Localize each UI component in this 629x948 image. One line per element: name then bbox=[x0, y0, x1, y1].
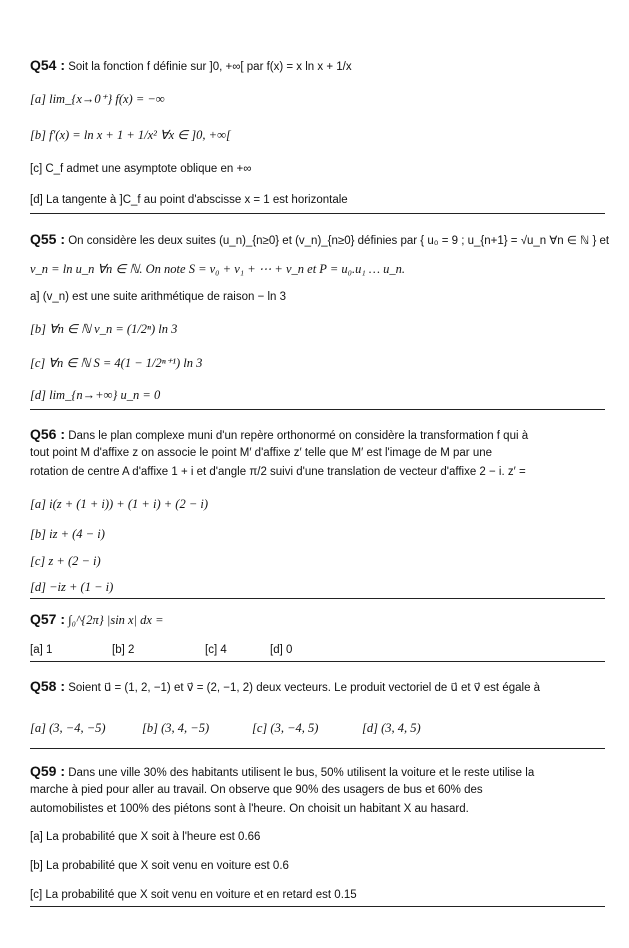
divider bbox=[30, 213, 605, 214]
option-b: [b] f′(x) = ln x + 1 + 1/x² ∀x ∈ ]0, +∞[ bbox=[30, 128, 231, 142]
question-stem: ∫₀^{2π} |sin x| dx = bbox=[68, 613, 164, 627]
option-c: [c] La probabilité que X soit venu en voiture et en retard est 0.15 bbox=[30, 889, 357, 901]
question-stem-line-2: v_n = ln u_n ∀n ∈ ℕ. On note S = v₀ + v₁ + ⋯ + v_n et P = u₀.u₁ … u_n. bbox=[30, 262, 405, 276]
option-b: [b] iz + (4 − i) bbox=[30, 527, 105, 541]
question-stem-line-3: automobilistes et 100% des piétons sont à l'heure. On choisit un habitant X au hasard. bbox=[30, 803, 469, 815]
question-number: Q54 : bbox=[30, 57, 66, 73]
divider bbox=[30, 748, 605, 749]
option-a: [a] 1 bbox=[30, 644, 53, 656]
question-number: Q59 : bbox=[30, 763, 66, 779]
question-number: Q56 : bbox=[30, 426, 66, 442]
option-c: [c] z + (2 − i) bbox=[30, 554, 101, 568]
option-c: [c] 4 bbox=[205, 644, 227, 656]
question-stem: Dans une ville 30% des habitants utilisent le bus, 50% utilisent la voiture et le reste utilise la bbox=[68, 767, 535, 779]
option-a: [a] i(z + (1 + i)) + (1 + i) + (2 − i) bbox=[30, 497, 209, 511]
question-number: Q55 : bbox=[30, 231, 66, 247]
option-b: [b] (3, 4, −5) bbox=[142, 721, 210, 735]
divider bbox=[30, 661, 605, 662]
option-a: [a] La probabilité que X soit à l'heure est 0.66 bbox=[30, 831, 261, 843]
option-c: [c] C_f admet une asymptote oblique en +∞ bbox=[30, 163, 252, 175]
question-number: Q57 : bbox=[30, 611, 66, 627]
question-stem: Soient u⃗ = (1, 2, −1) et v⃗ = (2, −1, 2) deux vecteurs. Le produit vectoriel de u⃗ et v⃗ est égale à bbox=[68, 682, 541, 694]
option-d: [d] 0 bbox=[270, 644, 293, 656]
question-stem-line-3: rotation de centre A d'affixe 1 + i et d'angle π/2 suivi d'une translation de vecteur d'affixe 2 − i. z′ = bbox=[30, 466, 526, 478]
option-b: [b] ∀n ∈ ℕ v_n = (1/2ⁿ) ln 3 bbox=[30, 322, 178, 336]
divider bbox=[30, 598, 605, 599]
option-c: [c] ∀n ∈ ℕ S = 4(1 − 1/2ⁿ⁺¹) ln 3 bbox=[30, 356, 203, 370]
question-stem: On considère les deux suites (u_n)_{n≥0} et (v_n)_{n≥0} définies par { u₀ = 9 ; u_{n+1} = √u_n ∀n ∈ ℕ } et bbox=[68, 235, 610, 247]
divider bbox=[30, 409, 605, 410]
option-a: a] (v_n) est une suite arithmétique de raison − ln 3 bbox=[30, 291, 287, 303]
option-d: [d] −iz + (1 − i) bbox=[30, 580, 114, 594]
question-stem: Soit la fonction f définie sur ]0, +∞[ par f(x) = x ln x + 1/x bbox=[68, 61, 352, 73]
question-stem-line-2: marche à pied pour aller au travail. On observe que 90% des usagers de bus et 60% des bbox=[30, 784, 483, 796]
option-b: [b] La probabilité que X soit venu en voiture est 0.6 bbox=[30, 860, 289, 872]
question-stem: Dans le plan complexe muni d'un repère orthonormé on considère la transformation f qui à bbox=[68, 430, 529, 442]
option-c: [c] (3, −4, 5) bbox=[252, 721, 319, 735]
option-a: [a] (3, −4, −5) bbox=[30, 721, 106, 735]
option-d: [d] (3, 4, 5) bbox=[362, 721, 421, 735]
option-d: [d] lim_{n→+∞} u_n = 0 bbox=[30, 388, 161, 402]
question-number: Q58 : bbox=[30, 678, 66, 694]
option-a: [a] lim_{x→0⁺} f(x) = −∞ bbox=[30, 92, 165, 106]
option-d: [d] La tangente à ]C_f au point d'abscisse x = 1 est horizontale bbox=[30, 194, 348, 206]
option-b: [b] 2 bbox=[112, 644, 135, 656]
question-stem-line-2: tout point M d'affixe z on associe le point M′ d'affixe z′ telle que M′ est l'image de M par une bbox=[30, 447, 493, 459]
divider bbox=[30, 906, 605, 907]
